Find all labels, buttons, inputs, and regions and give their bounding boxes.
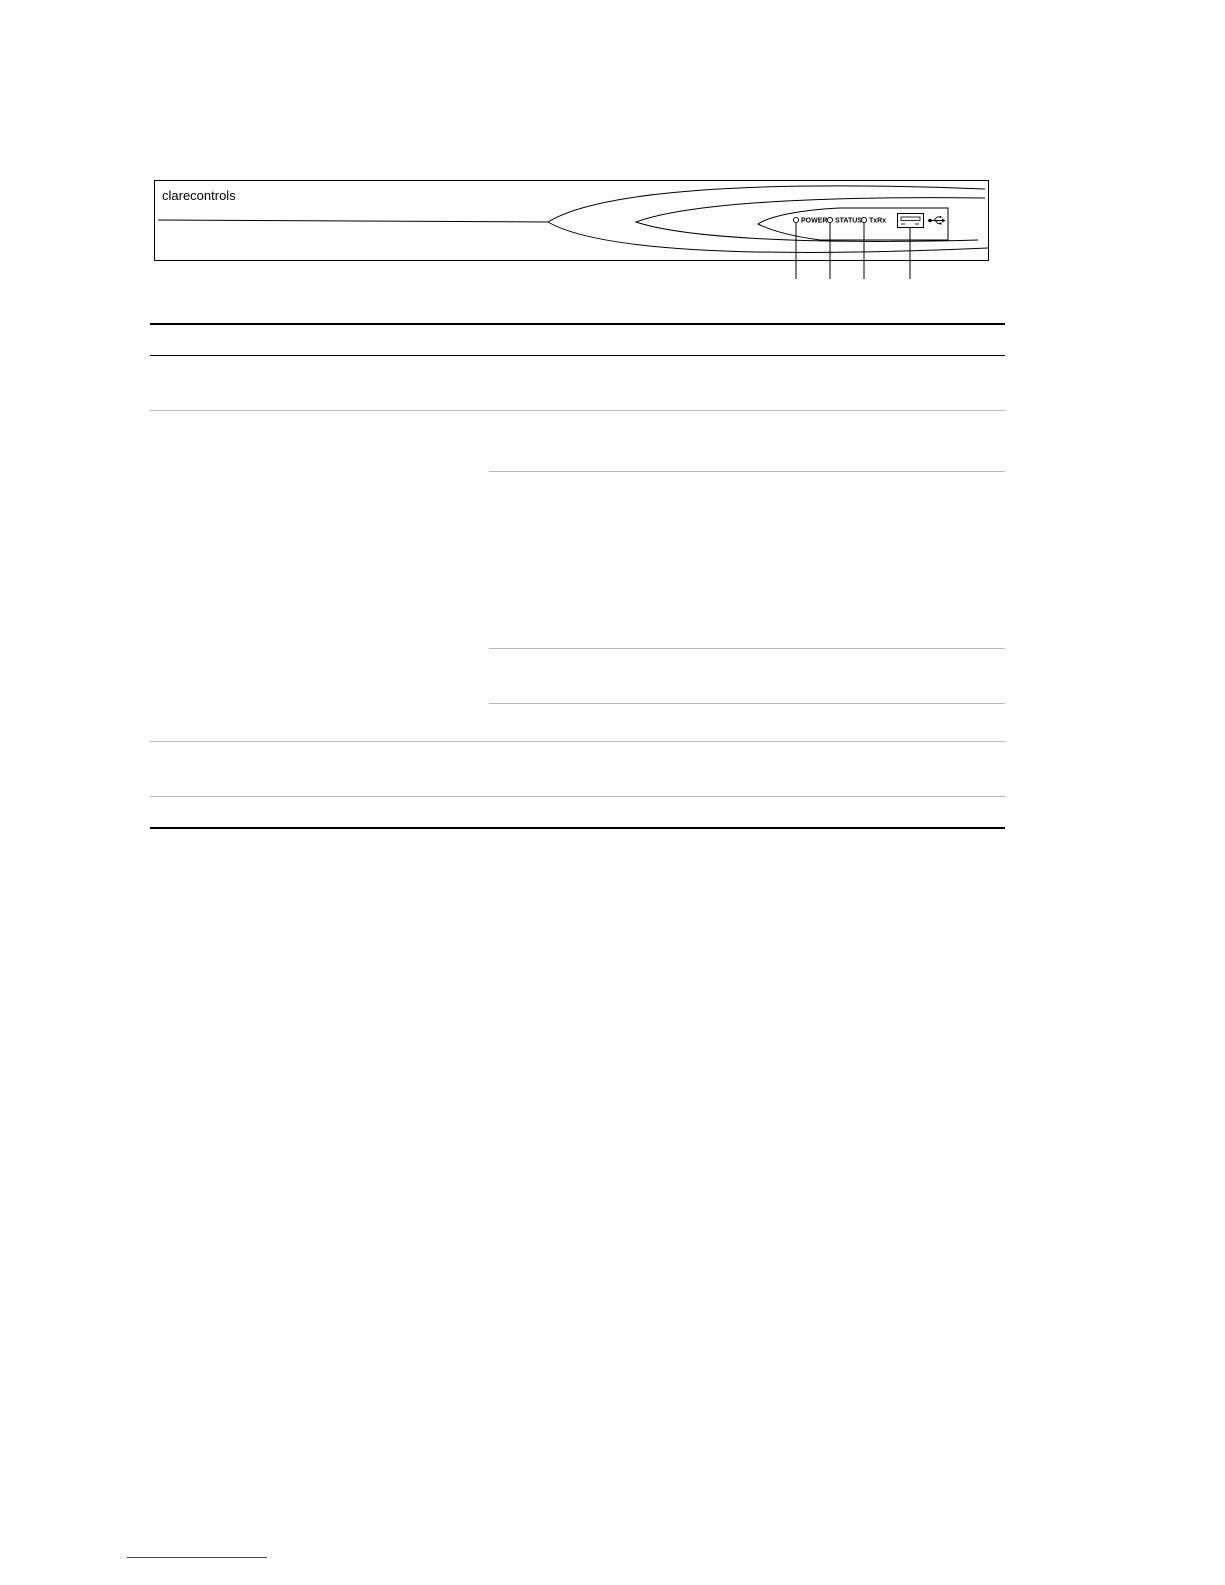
usb-icon	[928, 216, 945, 225]
usb-port	[898, 214, 924, 228]
table-bottom-rule	[150, 827, 1005, 829]
table-subrow-rule	[489, 648, 1005, 649]
table-subrow-rule	[489, 471, 1005, 472]
status-label: STATUS	[835, 217, 862, 225]
status-indicator	[827, 217, 862, 224]
usb-port-slot	[901, 217, 920, 221]
table-header-rule	[150, 355, 1005, 356]
footer-link-underline[interactable]	[127, 1557, 267, 1558]
device-front-panel-figure	[0, 0, 1225, 300]
table-row-rule	[150, 741, 1005, 742]
power-led-icon	[793, 217, 798, 222]
status-led-icon	[827, 217, 832, 222]
table-row-rule	[150, 796, 1005, 797]
txrx-indicator	[861, 217, 886, 224]
table-subrow-rule	[489, 703, 1005, 704]
table-row-rule	[150, 410, 1005, 411]
table-top-rule	[150, 323, 1005, 325]
txrx-label: TxRx	[869, 217, 887, 225]
bezel-line	[158, 220, 548, 222]
brand-logo: clarecontrols	[162, 188, 236, 203]
txrx-led-icon	[861, 217, 866, 222]
power-label: POWER	[801, 217, 828, 225]
power-indicator	[793, 217, 827, 224]
